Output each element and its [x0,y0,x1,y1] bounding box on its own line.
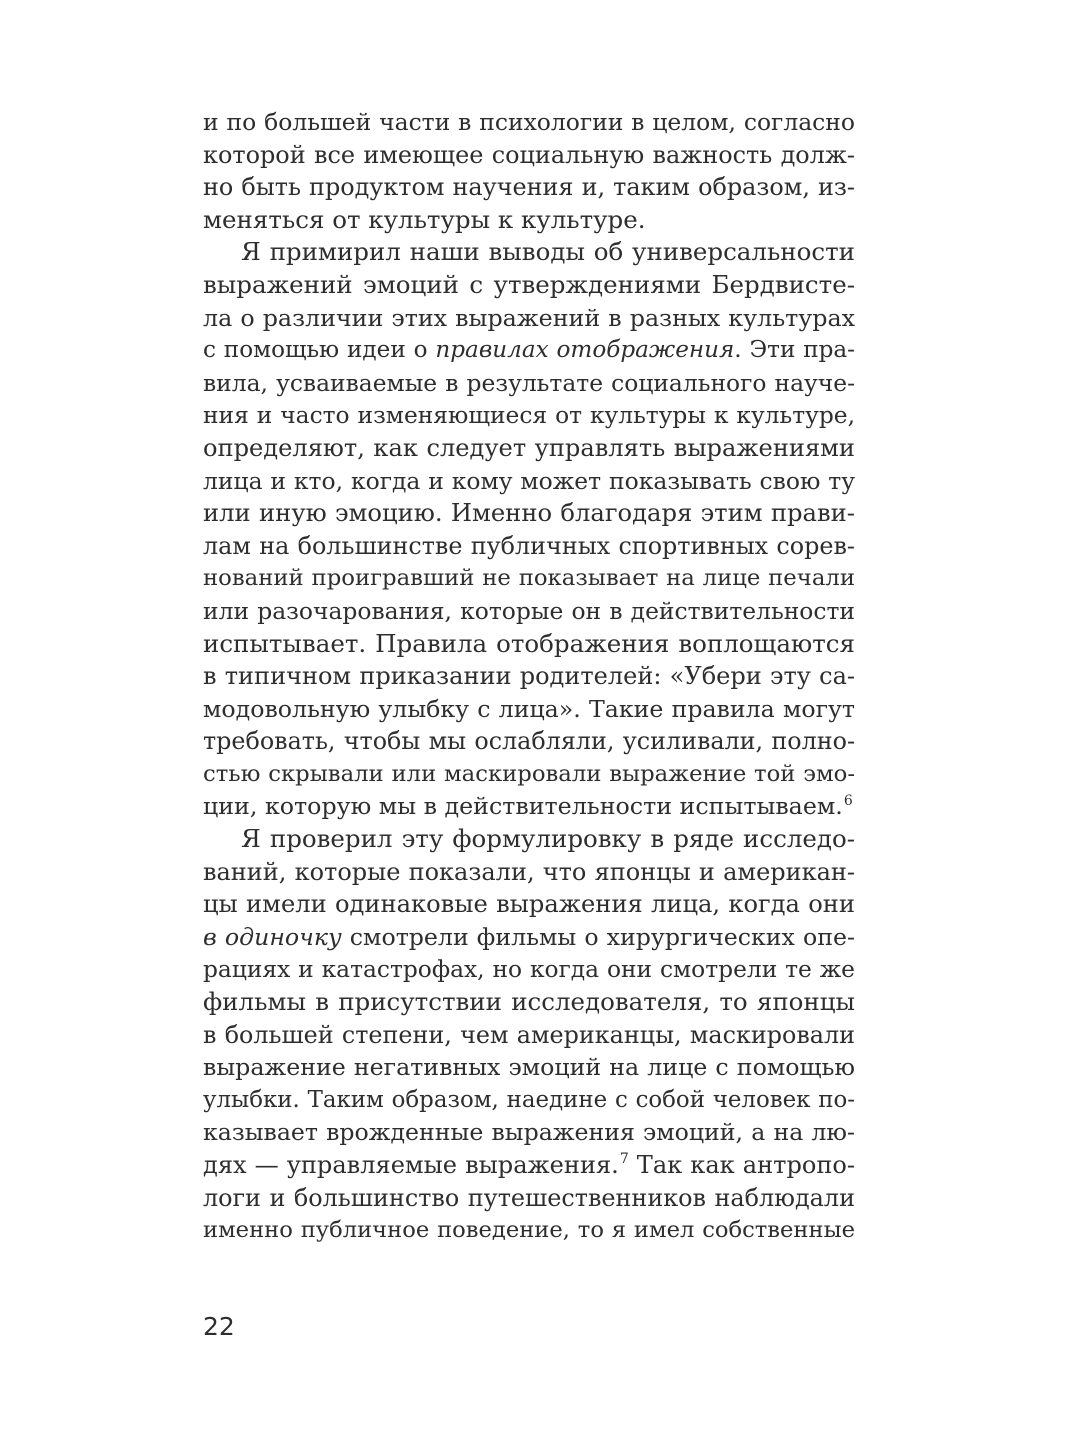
text-line: или разочарования, которые он в действительности [203,596,855,625]
text-line: цы имели одинаковые выражения лица, когда они [203,890,855,919]
text-line: рациях и катастрофах, но когда они смотрели те же [203,955,855,984]
text-line: в типичном приказании родителей: «Убери эту са- [203,662,855,691]
text-line: испытывает. Правила отображения воплощаются [203,628,855,658]
text-line: модовольную улыбку с лица». Такие правила могут [203,694,855,723]
footnote-marker: 7 [619,1150,629,1167]
text-line: Я проверил эту формулировку в ряде исследо- [241,824,855,854]
text-line: в большей степени, чем американцы, маскировали [203,1020,855,1049]
text-line: выражение негативных эмоций на лице с помощью [203,1053,855,1082]
text-line: требовать, чтобы мы ослабляли, усиливали, полно- [203,727,855,756]
text-line: или иную эмоцию. Именно благодаря этим прави- [203,498,855,528]
text-line: Я примирил наши выводы об универсальности [241,237,855,267]
text-line: меняться от культуры к культуре. [203,204,646,234]
text-line: в одиночку смотрели фильмы о хирургических опе- [203,922,855,951]
text-line: вила, усваиваемые в результате социального науче- [203,368,855,397]
text-line: с помощью идеи о правилах отображения. Эти пра- [203,337,855,364]
italic-term: правилах отображения [435,337,735,364]
text-line: логи и большинство путешественников наблюдали [203,1183,855,1212]
text-line: нований проигравший не показывает на лице печали [203,565,855,592]
text-line: стью скрывали или маскировали выражение той эмо- [203,760,855,787]
footnote-marker: 6 [843,792,853,809]
text-line: ния и часто изменяющиеся от культуры к культуре, [203,401,855,430]
text-line: которой все имеющее социальную важность долж- [203,140,855,169]
text-line: выражений эмоций с утверждениями Бердвисте- [203,269,855,299]
text-line: определяют, как следует управлять выражениями [203,433,855,462]
text-line: ла о различии этих выражений в разных культурах [203,303,855,332]
text-line: лица и кто, когда и кому может показывать свою ту [203,466,855,495]
text-line: но быть продуктом научения и, таким образом, из- [203,173,855,202]
text-line: ции, которую мы в действительности испытываем.$^6$ [203,792,853,821]
body-text [203,106,855,1247]
text-line: улыбки. Таким образом, наедине с собой человек по- [203,1086,855,1113]
text-line: именно публичное поведение, то я имел собственные [203,1217,855,1244]
text-line: дях — управляемые выражения.$^7$ Так как антропо- [203,1150,856,1179]
text-line: казывает врожденные выражения эмоций, а на лю- [203,1118,855,1147]
text-line: фильмы в присутствии исследователя, то японцы [203,987,855,1017]
italic-term: в одиночку [203,922,342,951]
text-line: ваний, которые показали, что японцы и американ- [203,857,855,886]
page-number: 22 [203,1312,235,1341]
text-line: лам на большинстве публичных спортивных сорев- [203,531,855,560]
text-line: и по большей части в психологии в целом, согласно [203,108,855,136]
